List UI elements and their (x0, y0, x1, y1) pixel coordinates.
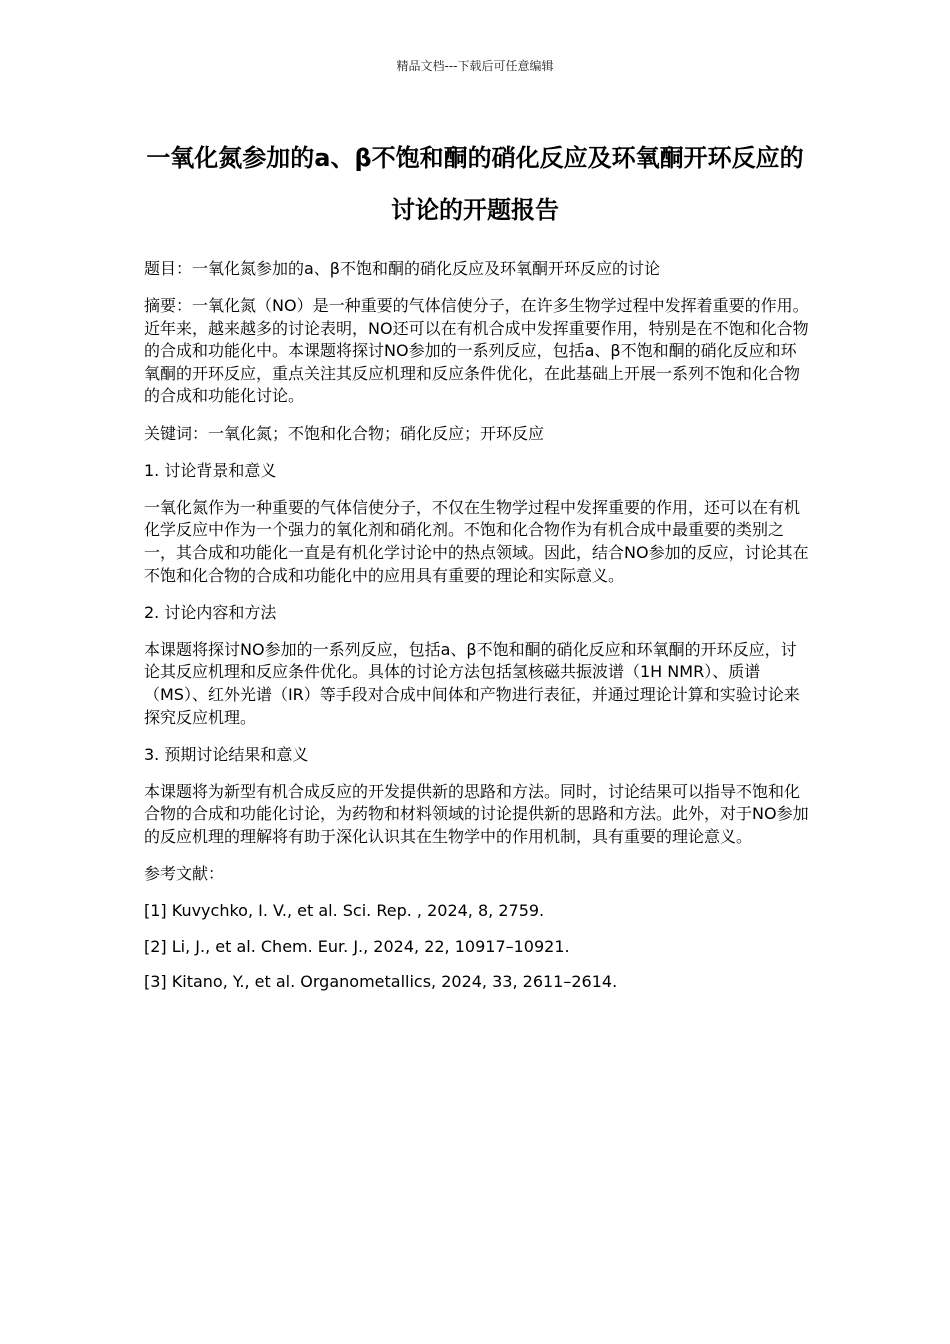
reference-item: [3] Kitano, Y., et al. Organometallics, 2024, 33, 2611–2614. (144, 972, 618, 992)
document-body (144, 258, 812, 1007)
keywords-line: 关键词：一氧化氮；不饱和化合物；硝化反应；开环反应 (144, 423, 545, 443)
references-heading: 参考文献： (144, 863, 225, 883)
section-heading-methods: 2. 讨论内容和方法 (144, 602, 277, 622)
reference-item: [1] Kuvychko, I. V., et al. Sci. Rep. , 2024, 8, 2759. (144, 901, 545, 921)
header-note: 精品文档---下载后可任意编辑 (396, 59, 554, 73)
section-body-expected-results: 本课题将为新型有机合成反应的开发提供新的思路和方法。同时，讨论结果可以指导不饱和化合物的合成和功能化讨论，为药物和材料领域的讨论提供新的思路和方法。此外，对于NO参加的反应机理的理解将有助于深化认识其在生物学中的作用机制，具有重要的理论意义。 (144, 781, 809, 846)
section-body-background: 一氧化氮作为一种重要的气体信使分子，不仅在生物学过程中发挥重要的作用，还可以在有机化学反应中作为一个强力的氧化剂和硝化剂。不饱和化合物作为有机合成中最重要的类别之一，其合成和功能化一直是有机化学讨论中的热点领域。因此，结合NO参加的反应，讨论其在不饱和化合物的合成和功能化中的应用具有重要的理论和实际意义。 (144, 497, 809, 585)
section-body-methods: 本课题将探讨NO参加的一系列反应，包括a、β不饱和酮的硝化反应和环氧酮的开环反应，讨论其反应机理和反应条件优化。具体的讨论方法包括氢核磁共振波谱（1H NMR）、质谱（MS）、红外光谱（IR）等手段对合成中间体和产物进行表征，并通过理论计算和实验讨论来探究反应机理。 (144, 639, 800, 727)
section-heading-expected-results: 3. 预期讨论结果和意义 (144, 744, 309, 764)
abstract-paragraph: 摘要：一氧化氮（NO）是一种重要的气体信使分子，在许多生物学过程中发挥着重要的作用。近年来，越来越多的讨论表明，NO还可以在有机合成中发挥重要作用，特别是在不饱和化合物的合成和功能化中。本课题将探讨NO参加的一系列反应，包括a、β不饱和酮的硝化反应和环氧酮的开环反应，重点关注其反应机理和反应条件优化，在此基础上开展一系列不饱和化合物的合成和功能化讨论。 (144, 296, 809, 406)
topic-line: 题目：一氧化氮参加的a、β不饱和酮的硝化反应及环氧酮开环反应的讨论 (144, 259, 661, 278)
reference-item: [2] Li, J., et al. Chem. Eur. J., 2024, 22, 10917–10921. (144, 936, 570, 956)
section-heading-background: 1. 讨论背景和意义 (144, 460, 277, 480)
document-title: 一氧化氮参加的a、β不饱和酮的硝化反应及环氧酮开环反应的讨论的开题报告 (146, 144, 804, 224)
